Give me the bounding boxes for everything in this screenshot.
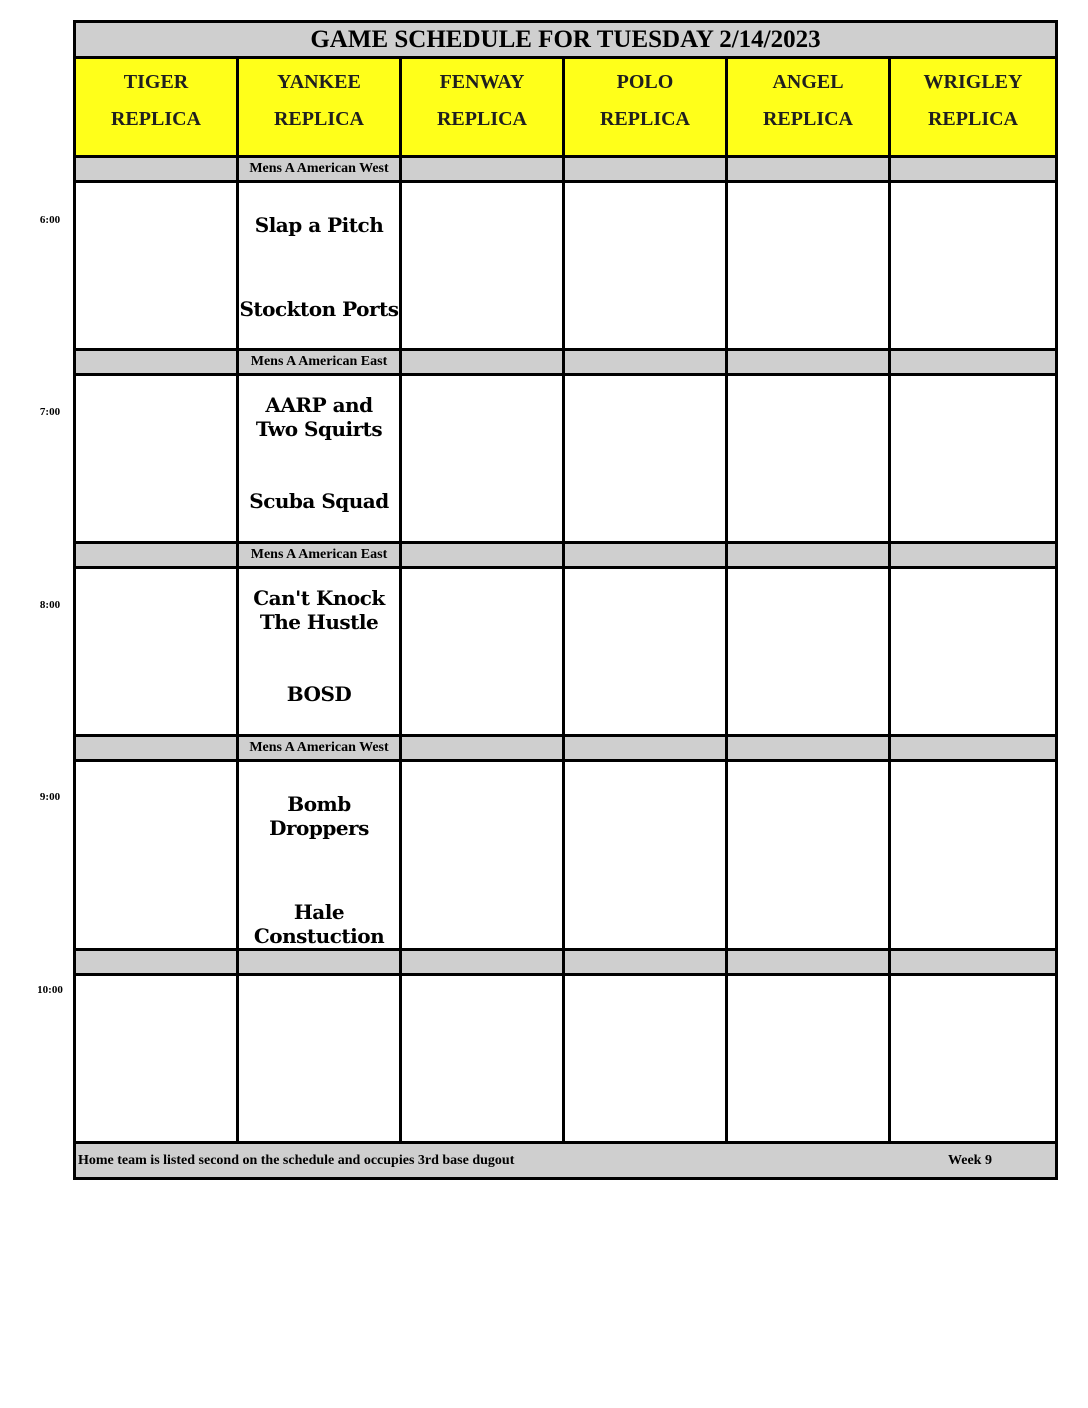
field-header-fenway — [401, 58, 564, 157]
field-header-wrigley — [890, 58, 1057, 157]
week-label: Week 9 — [948, 1152, 992, 1168]
division-label: Mens A American West — [238, 157, 401, 182]
field-header-row — [75, 58, 1057, 157]
division-label: Mens A American East — [238, 543, 401, 568]
away-team: Bomb Droppers — [269, 792, 369, 840]
game-cell — [238, 375, 401, 543]
game-cell — [238, 975, 401, 1143]
home-team: Scuba Squad — [249, 489, 389, 513]
division-row — [75, 350, 1057, 375]
field-name: TIGER — [123, 71, 189, 93]
time-label-9: 9:00 — [39, 791, 61, 803]
home-team: Stockton Ports — [239, 297, 399, 321]
division-row — [75, 157, 1057, 182]
division-row — [75, 543, 1057, 568]
division-row — [75, 736, 1057, 761]
field-name: POLO — [616, 71, 674, 93]
game-slot-row — [75, 568, 1057, 736]
field-sub: REPLICA — [436, 108, 527, 130]
field-sub: REPLICA — [927, 108, 1018, 130]
game-cell — [238, 182, 401, 350]
game-slot-row — [75, 761, 1057, 950]
footer-note: Home team is listed second on the schedule and occupies 3rd base dugout — [78, 1152, 515, 1168]
field-sub: REPLICA — [599, 108, 690, 130]
away-team: AARP and Two Squirts — [255, 393, 383, 441]
field-sub: REPLICA — [273, 108, 364, 130]
game-slot-row — [75, 975, 1057, 1143]
time-label-7: 7:00 — [39, 406, 61, 418]
home-team: Hale Constuction — [253, 900, 385, 948]
time-label-8: 8:00 — [39, 599, 61, 611]
away-team: Can't Knock The Hustle — [253, 586, 385, 634]
field-header-yankee — [238, 58, 401, 157]
field-sub: REPLICA — [110, 108, 201, 130]
division-row — [75, 950, 1057, 975]
field-name: YANKEE — [277, 71, 361, 93]
field-name: FENWAY — [439, 71, 525, 93]
field-sub: REPLICA — [762, 108, 853, 130]
game-cell — [238, 761, 401, 950]
field-header-angel — [727, 58, 890, 157]
home-team: BOSD — [286, 682, 352, 706]
footer-row — [75, 1143, 1057, 1179]
game-slot-row — [75, 375, 1057, 543]
time-label-6: 6:00 — [39, 214, 61, 226]
division-label: Mens A American West — [238, 736, 401, 761]
schedule-table — [73, 20, 1058, 1180]
game-cell — [238, 568, 401, 736]
field-name: WRIGLEY — [923, 71, 1023, 93]
time-label-10: 10:00 — [37, 984, 63, 996]
schedule-title: GAME SCHEDULE FOR TUESDAY 2/14/2023 — [75, 22, 1057, 58]
away-team: Slap a Pitch — [254, 213, 384, 237]
division-label — [238, 950, 401, 975]
schedule-sheet — [73, 20, 1055, 1180]
field-name: ANGEL — [772, 71, 844, 93]
field-header-tiger — [75, 58, 238, 157]
field-header-polo — [564, 58, 727, 157]
game-slot-row — [75, 182, 1057, 350]
division-label: Mens A American East — [238, 350, 401, 375]
